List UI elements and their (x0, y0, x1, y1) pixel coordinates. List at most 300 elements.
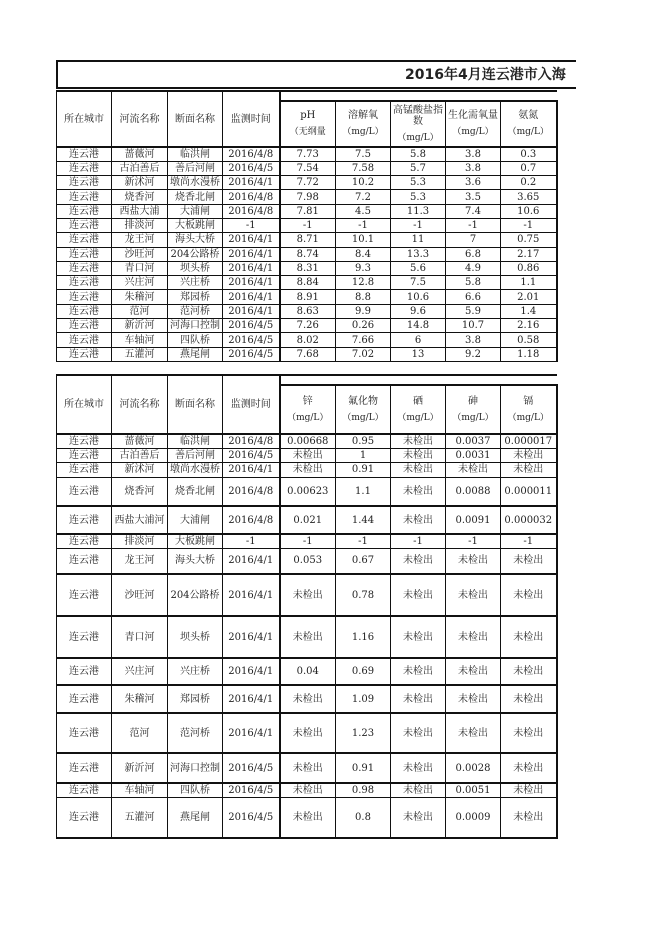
table-cell: 海头大桥 (168, 548, 223, 574)
table-cell: 7.5 (391, 276, 446, 290)
table-cell: 0.8 (336, 797, 391, 838)
table-cell: 5.8 (446, 276, 501, 290)
table-cell: 未检出 (280, 685, 336, 713)
table-cell: 0.0051 (446, 783, 501, 797)
column-header: 断面名称 (168, 91, 223, 147)
table-cell: -1 (391, 534, 446, 548)
table-cell: 未检出 (391, 434, 446, 448)
table-cell: 未检出 (501, 574, 557, 616)
table-cell: 2016/4/8 (223, 147, 280, 161)
table-cell: 连云港 (57, 247, 112, 261)
table-row (57, 319, 557, 333)
table-cell: 未检出 (501, 713, 557, 753)
table-cell: 未检出 (446, 462, 501, 477)
report-title (56, 60, 576, 89)
table-cell: 未检出 (501, 462, 557, 477)
table-cell: 蔷薇河 (112, 434, 168, 448)
table-cell: 0.86 (501, 261, 557, 275)
column-header: 监测时间 (223, 375, 280, 434)
table-cell: 燕尾闸 (168, 347, 223, 361)
table-cell: 大板跳闸 (168, 534, 223, 548)
parameter-unit: （mg/L） (507, 412, 549, 423)
table-cell: 0.0031 (446, 448, 501, 462)
table-cell: 坝头桥 (168, 616, 223, 658)
table-cell: 未检出 (391, 448, 446, 462)
table-cell: 四队桥 (168, 333, 223, 347)
table-row (57, 753, 557, 783)
column-header: 所在城市 (57, 375, 112, 434)
table-row (57, 233, 557, 247)
table-cell: 临洪闸 (168, 147, 223, 161)
table-cell: 海头大桥 (168, 233, 223, 247)
table-cell: 朱稽河 (112, 290, 168, 304)
table-cell: 蔷薇河 (112, 147, 168, 161)
table-cell: 未检出 (280, 462, 336, 477)
table-cell: 连云港 (57, 783, 112, 797)
table-cell: 8.71 (280, 233, 336, 247)
table-row (57, 261, 557, 275)
table-cell: 7.73 (280, 147, 336, 161)
table-cell: 连云港 (57, 797, 112, 838)
table-cell: 连云港 (57, 506, 112, 534)
parameter-unit: （mg/L） (397, 412, 439, 423)
table-cell: 连云港 (57, 753, 112, 783)
parameter-name: 锌 (302, 395, 313, 407)
table-row (57, 304, 557, 318)
parameter-name: 砷 (468, 395, 478, 407)
table-cell: 8.84 (280, 276, 336, 290)
table-cell: 7.2 (336, 190, 391, 204)
table-cell: 8.31 (280, 261, 336, 275)
table-cell: 2016/4/1 (223, 290, 280, 304)
table-cell: 西盐大浦 (112, 204, 168, 218)
column-header: 河流名称 (112, 375, 168, 434)
table-cell: 未检出 (391, 797, 446, 838)
table-cell: 连云港 (57, 204, 112, 218)
table-row (57, 333, 557, 347)
table-cell: 7.58 (336, 161, 391, 175)
table-cell: 未检出 (501, 783, 557, 797)
table-cell: 连云港 (57, 448, 112, 462)
table-cell: 大浦闸 (168, 506, 223, 534)
table-cell: 0.75 (501, 233, 557, 247)
table-cell: 5.8 (391, 147, 446, 161)
table-row (57, 434, 557, 448)
water-quality-table-2 (56, 374, 558, 839)
column-header: 河流名称 (112, 91, 168, 147)
table-cell: 0.3 (501, 147, 557, 161)
table-cell: 未检出 (391, 658, 446, 685)
table-cell: 连云港 (57, 304, 112, 318)
table-cell: 兴庄桥 (168, 658, 223, 685)
parameter-header (501, 385, 557, 434)
table-cell: 连云港 (57, 190, 112, 204)
table-cell: 2016/4/5 (223, 333, 280, 347)
parameter-name: 氟化物 (348, 395, 378, 407)
table-cell: 善后河闸 (168, 448, 223, 462)
table-cell: 2016/4/1 (223, 685, 280, 713)
table-cell: 未检出 (446, 713, 501, 753)
table-cell: 未检出 (391, 477, 446, 506)
table-cell: 2016/4/5 (223, 448, 280, 462)
table-cell: 1.44 (336, 506, 391, 534)
table-row (57, 161, 557, 175)
parameter-name: 溶解氧 (348, 110, 378, 121)
table-cell: 7 (446, 233, 501, 247)
table-cell: 连云港 (57, 462, 112, 477)
table-row (57, 147, 557, 161)
table-cell: 河海口控制 (168, 753, 223, 783)
table-cell: 2016/4/1 (223, 658, 280, 685)
table-cell: 1 (336, 448, 391, 462)
parameter-name: 高锰酸盐指数 (393, 104, 443, 127)
table-cell: 7.54 (280, 161, 336, 175)
table-cell: 烧香河 (112, 477, 168, 506)
table-cell: 烧香河 (112, 190, 168, 204)
table-cell: 8.8 (336, 290, 391, 304)
table-cell: 10.2 (336, 176, 391, 190)
table-cell: 范河桥 (168, 304, 223, 318)
table-cell: -1 (280, 534, 336, 548)
table-cell: 大浦闸 (168, 204, 223, 218)
table-cell: 11.3 (391, 204, 446, 218)
table-row (57, 534, 557, 548)
table-row (57, 616, 557, 658)
table-cell: 墩尚水漫桥 (168, 462, 223, 477)
table-cell: 连云港 (57, 276, 112, 290)
table-cell: 未检出 (391, 713, 446, 753)
table-cell: 未检出 (446, 574, 501, 616)
parameter-header (446, 385, 501, 434)
table-cell: 10.7 (446, 319, 501, 333)
table-cell: 兴庄河 (112, 658, 168, 685)
parameter-name: 生化需氧量 (448, 110, 498, 121)
parameter-unit: （无纲量 (289, 127, 326, 137)
table-cell: 4.9 (446, 261, 501, 275)
parameter-unit: （mg/L） (507, 127, 549, 137)
table-cell: 0.91 (336, 462, 391, 477)
table-row (57, 713, 557, 753)
table-cell: 连云港 (57, 534, 112, 548)
table-row (57, 190, 557, 204)
table-cell: 沙旺河 (112, 247, 168, 261)
table-cell: 西盐大浦河 (112, 506, 168, 534)
table-cell: 连云港 (57, 218, 112, 232)
table-cell: 1.23 (336, 713, 391, 753)
parameter-header (391, 101, 446, 147)
table-cell: 郑园桥 (168, 685, 223, 713)
table-cell: 2016/4/1 (223, 548, 280, 574)
table-row (57, 247, 557, 261)
table-cell: 连云港 (57, 685, 112, 713)
table-cell: 范河桥 (168, 713, 223, 753)
parameter-header (280, 385, 336, 434)
table-cell: -1 (391, 218, 446, 232)
table-cell: 3.5 (446, 190, 501, 204)
table-cell: 新沭河 (112, 462, 168, 477)
header-band (280, 375, 557, 385)
table-cell: 1.1 (336, 477, 391, 506)
table-cell: 2016/4/1 (223, 713, 280, 753)
table-row (57, 290, 557, 304)
table-cell: 4.5 (336, 204, 391, 218)
table-cell: 2016/4/5 (223, 319, 280, 333)
parameter-unit: （mg/L） (287, 412, 329, 423)
table-cell: 未检出 (501, 797, 557, 838)
table-cell: 未检出 (501, 548, 557, 574)
table-cell: 未检出 (391, 574, 446, 616)
table-cell: 10.1 (336, 233, 391, 247)
table-cell: -1 (501, 218, 557, 232)
table-cell: 11 (391, 233, 446, 247)
table-cell: 7.98 (280, 190, 336, 204)
parameter-unit: （mg/L） (452, 127, 494, 137)
table-cell: 未检出 (391, 462, 446, 477)
table-cell: 连云港 (57, 147, 112, 161)
table-cell: 5.9 (446, 304, 501, 318)
parameter-unit: （mg/L） (342, 412, 384, 423)
table-row (57, 477, 557, 506)
table-row (57, 462, 557, 477)
table-cell: 0.2 (501, 176, 557, 190)
table-cell: 连云港 (57, 233, 112, 247)
table-cell: 0.91 (336, 753, 391, 783)
table-cell: -1 (446, 534, 501, 548)
table-cell: 0.021 (280, 506, 336, 534)
table-cell: 8.91 (280, 290, 336, 304)
table-cell: 1.09 (336, 685, 391, 713)
table-cell: 3.65 (501, 190, 557, 204)
table-cell: 沙旺河 (112, 574, 168, 616)
table-cell: -1 (223, 534, 280, 548)
table-row (57, 176, 557, 190)
table-cell: 14.8 (391, 319, 446, 333)
table-cell: 204公路桥 (168, 247, 223, 261)
table-cell: 2016/4/1 (223, 276, 280, 290)
table-cell: 0.98 (336, 783, 391, 797)
table-cell: 6.8 (446, 247, 501, 261)
table-cell: 未检出 (391, 506, 446, 534)
table-cell: 青口河 (112, 261, 168, 275)
table-row (57, 347, 557, 361)
table-cell: 车轴河 (112, 783, 168, 797)
table-cell: 2.01 (501, 290, 557, 304)
parameter-unit: （mg/L） (397, 132, 439, 143)
column-header: 断面名称 (168, 375, 223, 434)
table-cell: 0.7 (501, 161, 557, 175)
column-header: 所在城市 (57, 91, 112, 147)
table-cell: 2016/4/8 (223, 204, 280, 218)
table-cell: 3.8 (446, 333, 501, 347)
table-cell: 3.8 (446, 147, 501, 161)
table-cell: 范河 (112, 713, 168, 753)
table-cell: -1 (280, 218, 336, 232)
parameter-unit: （mg/L） (342, 127, 384, 137)
table-cell: 9.6 (391, 304, 446, 318)
table-cell: 未检出 (391, 616, 446, 658)
table-cell: 0.26 (336, 319, 391, 333)
table-cell: 6 (391, 333, 446, 347)
table-cell: 7.5 (336, 147, 391, 161)
table-cell: 兴庄桥 (168, 276, 223, 290)
table-cell: 7.26 (280, 319, 336, 333)
table-cell: 1.18 (501, 347, 557, 361)
table-cell: 9.3 (336, 261, 391, 275)
table-cell: 未检出 (391, 753, 446, 783)
table-cell: 0.0091 (446, 506, 501, 534)
table-cell: 0.69 (336, 658, 391, 685)
table-cell: 连云港 (57, 434, 112, 448)
table-cell: 排淡河 (112, 218, 168, 232)
table-cell: 连云港 (57, 713, 112, 753)
table-cell: 5.6 (391, 261, 446, 275)
table-cell: 7.4 (446, 204, 501, 218)
table-cell: 9.9 (336, 304, 391, 318)
table-cell: 8.02 (280, 333, 336, 347)
parameter-name: pH (300, 110, 316, 121)
table-cell: 2016/4/1 (223, 176, 280, 190)
table-cell: 未检出 (280, 753, 336, 783)
table-cell: 古泊善后 (112, 161, 168, 175)
table-cell: 连云港 (57, 290, 112, 304)
table-cell: 连云港 (57, 261, 112, 275)
table-cell: 13.3 (391, 247, 446, 261)
table-cell: 未检出 (446, 685, 501, 713)
table-cell: 0.78 (336, 574, 391, 616)
table-cell: -1 (446, 218, 501, 232)
table-cell: 0.0088 (446, 477, 501, 506)
table-row (57, 448, 557, 462)
table-cell: 未检出 (501, 753, 557, 783)
parameter-header (501, 101, 557, 147)
table-row (57, 685, 557, 713)
table-cell: -1 (501, 534, 557, 548)
table-cell: 未检出 (280, 797, 336, 838)
table-cell: 燕尾闸 (168, 797, 223, 838)
table-cell: -1 (336, 534, 391, 548)
table-cell: 2.16 (501, 319, 557, 333)
table-cell: 新沭河 (112, 176, 168, 190)
table-cell: 2016/4/5 (223, 753, 280, 783)
table-row (57, 218, 557, 232)
table-cell: 2016/4/1 (223, 261, 280, 275)
table-cell: 2016/4/5 (223, 783, 280, 797)
table-cell: 新沂河 (112, 319, 168, 333)
table-cell: 未检出 (280, 783, 336, 797)
table-cell: 5.7 (391, 161, 446, 175)
table-cell: 7.02 (336, 347, 391, 361)
table-cell: 3.8 (446, 161, 501, 175)
table-row (57, 783, 557, 797)
table-cell: 8.4 (336, 247, 391, 261)
table-cell: 6.6 (446, 290, 501, 304)
table-cell: 未检出 (501, 448, 557, 462)
table-cell: 0.95 (336, 434, 391, 448)
table-cell: 车轴河 (112, 333, 168, 347)
table-row (57, 276, 557, 290)
water-quality-table-1 (56, 90, 558, 362)
table-cell: 新沂河 (112, 753, 168, 783)
table-cell: -1 (223, 218, 280, 232)
table-cell: 未检出 (446, 616, 501, 658)
table-cell: 3.6 (446, 176, 501, 190)
table-cell: 未检出 (501, 616, 557, 658)
table-cell: 1.1 (501, 276, 557, 290)
table-cell: 未检出 (391, 548, 446, 574)
table-cell: 未检出 (501, 685, 557, 713)
table-cell: 0.0037 (446, 434, 501, 448)
parameter-header (336, 385, 391, 434)
table-cell: 9.2 (446, 347, 501, 361)
table-cell: 2016/4/1 (223, 462, 280, 477)
table-cell: 8.74 (280, 247, 336, 261)
table-cell: 7.68 (280, 347, 336, 361)
parameter-header (280, 101, 336, 147)
table-cell: 未检出 (501, 658, 557, 685)
table-cell: 2016/4/5 (223, 161, 280, 175)
table-cell: 连云港 (57, 548, 112, 574)
table-cell: 未检出 (280, 713, 336, 753)
table-cell: 未检出 (446, 548, 501, 574)
table-cell: 连云港 (57, 176, 112, 190)
parameter-name: 氨氮 (518, 110, 539, 121)
table-cell: 5.3 (391, 190, 446, 204)
table-cell: 墩尚水漫桥 (168, 176, 223, 190)
table-cell: 10.6 (391, 290, 446, 304)
table-cell: 2016/4/1 (223, 574, 280, 616)
table-cell: 兴庄河 (112, 276, 168, 290)
table-cell: 连云港 (57, 574, 112, 616)
table-cell: 四队桥 (168, 783, 223, 797)
table-cell: 善后河闸 (168, 161, 223, 175)
table-cell: 7.66 (336, 333, 391, 347)
table-row (57, 548, 557, 574)
table-cell: 7.81 (280, 204, 336, 218)
table-cell: 0.67 (336, 548, 391, 574)
table-cell: 8.63 (280, 304, 336, 318)
table-cell: 2016/4/1 (223, 247, 280, 261)
table-cell: 范河 (112, 304, 168, 318)
table-cell: 未检出 (280, 616, 336, 658)
table-cell: 龙王河 (112, 548, 168, 574)
table-cell: 未检出 (446, 658, 501, 685)
table-cell: 河海口控制 (168, 319, 223, 333)
parameter-header (336, 101, 391, 147)
parameter-header (446, 101, 501, 147)
table-cell: 青口河 (112, 616, 168, 658)
table-cell: 连云港 (57, 477, 112, 506)
table-cell: 0.000032 (501, 506, 557, 534)
table-cell: 未检出 (391, 783, 446, 797)
table-cell: 0.58 (501, 333, 557, 347)
column-header: 监测时间 (223, 91, 280, 147)
table-cell: 未检出 (391, 685, 446, 713)
table-cell: 2016/4/8 (223, 434, 280, 448)
parameter-name: 硒 (413, 395, 423, 407)
table-cell: 烧香北闸 (168, 190, 223, 204)
header-band (280, 91, 557, 101)
table-cell: 朱稽河 (112, 685, 168, 713)
table-cell: 2016/4/5 (223, 347, 280, 361)
table-row (57, 204, 557, 218)
parameter-name: 镉 (523, 395, 534, 407)
table-cell: 连云港 (57, 616, 112, 658)
table-cell: 大板跳闸 (168, 218, 223, 232)
table-cell: 未检出 (280, 574, 336, 616)
table-cell: 2016/4/8 (223, 506, 280, 534)
table-cell: 0.00623 (280, 477, 336, 506)
table-cell: 龙王河 (112, 233, 168, 247)
